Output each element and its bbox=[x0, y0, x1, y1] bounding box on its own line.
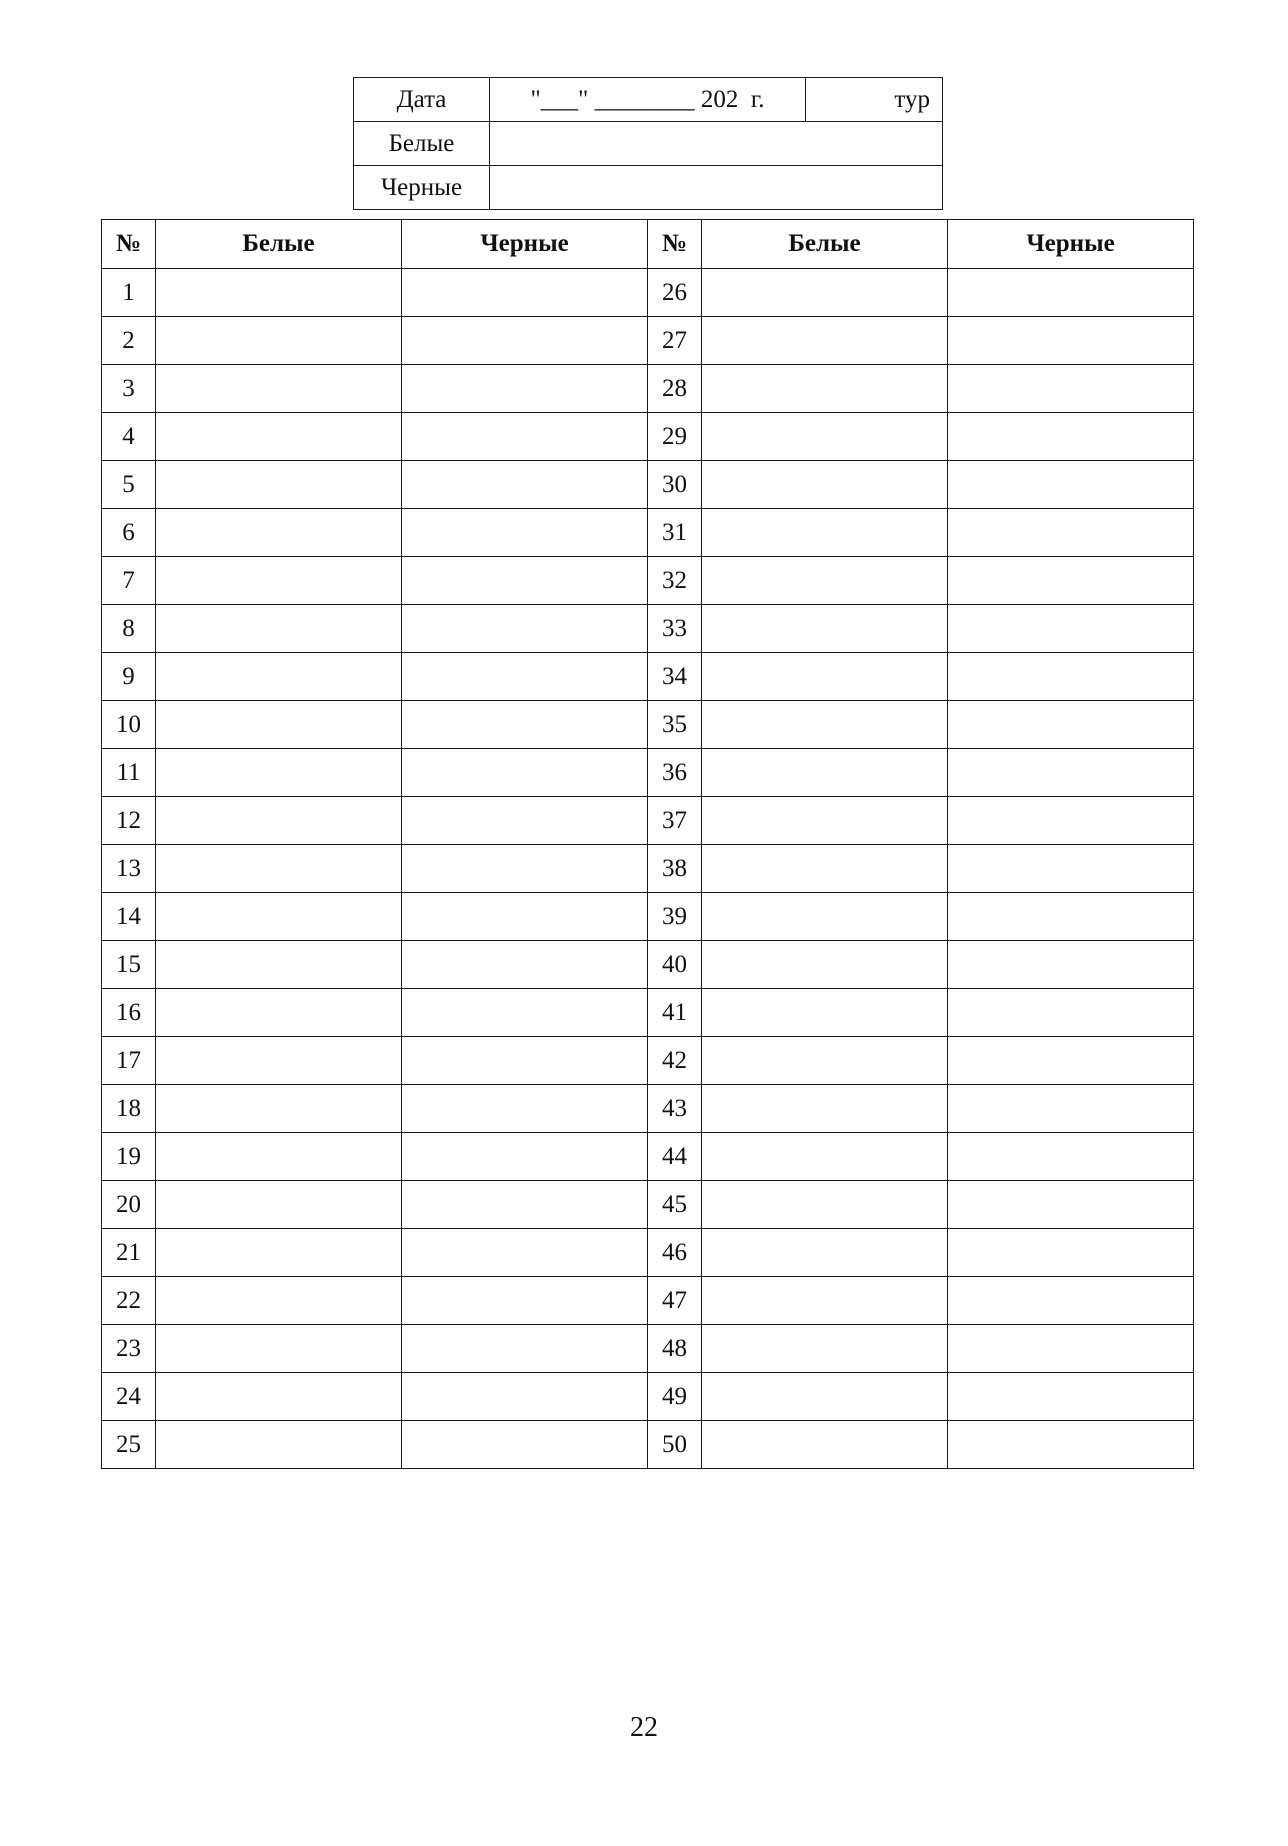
black-move-cell-left[interactable] bbox=[402, 1229, 648, 1277]
black-move-cell-left[interactable] bbox=[402, 989, 648, 1037]
white-move-cell-right[interactable] bbox=[702, 365, 948, 413]
move-number-left: 11 bbox=[102, 749, 156, 797]
move-number-left: 17 bbox=[102, 1037, 156, 1085]
black-move-cell-right[interactable] bbox=[948, 365, 1194, 413]
black-move-cell-right[interactable] bbox=[948, 1133, 1194, 1181]
move-number-left: 10 bbox=[102, 701, 156, 749]
black-move-cell-right[interactable] bbox=[948, 1325, 1194, 1373]
move-row bbox=[102, 893, 1194, 941]
white-move-cell-left[interactable] bbox=[156, 1277, 402, 1325]
white-move-cell-right[interactable] bbox=[702, 461, 948, 509]
round-field[interactable]: тур bbox=[806, 78, 943, 122]
black-move-cell-left[interactable] bbox=[402, 653, 648, 701]
white-move-cell-right[interactable] bbox=[702, 605, 948, 653]
move-number-right: 26 bbox=[648, 269, 702, 317]
move-number-left: 3 bbox=[102, 365, 156, 413]
black-move-cell-left[interactable] bbox=[402, 893, 648, 941]
move-row bbox=[102, 989, 1194, 1037]
move-row bbox=[102, 1229, 1194, 1277]
white-move-cell-right[interactable] bbox=[702, 1133, 948, 1181]
black-move-cell-right[interactable] bbox=[948, 701, 1194, 749]
black-move-cell-left[interactable] bbox=[402, 1181, 648, 1229]
white-move-cell-right[interactable] bbox=[702, 1277, 948, 1325]
move-number-right: 45 bbox=[648, 1181, 702, 1229]
black-move-cell-left[interactable] bbox=[402, 845, 648, 893]
white-move-cell-right[interactable] bbox=[702, 317, 948, 365]
white-move-cell-right[interactable] bbox=[702, 1421, 948, 1469]
black-move-cell-left[interactable] bbox=[402, 749, 648, 797]
white-move-cell-right[interactable] bbox=[702, 893, 948, 941]
move-row bbox=[102, 1421, 1194, 1469]
move-row bbox=[102, 1181, 1194, 1229]
black-player-label: Черные bbox=[354, 166, 490, 210]
black-move-cell-left[interactable] bbox=[402, 605, 648, 653]
column-header-black-left: Черные bbox=[402, 220, 648, 269]
white-move-cell-left[interactable] bbox=[156, 1133, 402, 1181]
moves-table bbox=[101, 219, 1194, 1469]
white-move-cell-left[interactable] bbox=[156, 941, 402, 989]
move-number-right: 47 bbox=[648, 1277, 702, 1325]
black-move-cell-left[interactable] bbox=[402, 557, 648, 605]
move-number-right: 42 bbox=[648, 1037, 702, 1085]
move-number-right: 46 bbox=[648, 1229, 702, 1277]
move-number-left: 2 bbox=[102, 317, 156, 365]
game-info-table bbox=[353, 77, 943, 210]
black-move-cell-left[interactable] bbox=[402, 317, 648, 365]
white-move-cell-left[interactable] bbox=[156, 1373, 402, 1421]
move-number-right: 44 bbox=[648, 1133, 702, 1181]
white-move-cell-right[interactable] bbox=[702, 941, 948, 989]
move-number-right: 49 bbox=[648, 1373, 702, 1421]
white-move-cell-left[interactable] bbox=[156, 1181, 402, 1229]
black-move-cell-left[interactable] bbox=[402, 1277, 648, 1325]
move-number-right: 34 bbox=[648, 653, 702, 701]
moves-table-header bbox=[102, 220, 1194, 269]
move-number-right: 29 bbox=[648, 413, 702, 461]
move-row bbox=[102, 269, 1194, 317]
black-move-cell-right[interactable] bbox=[948, 317, 1194, 365]
column-header-number-right: № bbox=[648, 220, 702, 269]
column-header-white-left: Белые bbox=[156, 220, 402, 269]
white-move-cell-right[interactable] bbox=[702, 1085, 948, 1133]
black-move-cell-right[interactable] bbox=[948, 1277, 1194, 1325]
white-move-cell-left[interactable] bbox=[156, 797, 402, 845]
move-row bbox=[102, 413, 1194, 461]
white-move-cell-right[interactable] bbox=[702, 797, 948, 845]
white-move-cell-left[interactable] bbox=[156, 1085, 402, 1133]
move-row bbox=[102, 941, 1194, 989]
black-move-cell-left[interactable] bbox=[402, 941, 648, 989]
black-move-cell-left[interactable] bbox=[402, 413, 648, 461]
white-move-cell-right[interactable] bbox=[702, 557, 948, 605]
move-number-left: 9 bbox=[102, 653, 156, 701]
white-move-cell-right[interactable] bbox=[702, 845, 948, 893]
move-number-left: 7 bbox=[102, 557, 156, 605]
move-number-left: 4 bbox=[102, 413, 156, 461]
move-row bbox=[102, 797, 1194, 845]
date-row bbox=[354, 78, 943, 122]
white-move-cell-left[interactable] bbox=[156, 605, 402, 653]
black-move-cell-right[interactable] bbox=[948, 1421, 1194, 1469]
black-move-cell-left[interactable] bbox=[402, 269, 648, 317]
white-move-cell-left[interactable] bbox=[156, 1421, 402, 1469]
move-number-left: 8 bbox=[102, 605, 156, 653]
move-number-right: 38 bbox=[648, 845, 702, 893]
white-move-cell-left[interactable] bbox=[156, 1229, 402, 1277]
white-player-row bbox=[354, 122, 943, 166]
date-field[interactable]: "___" ________ 202 г. bbox=[490, 78, 806, 122]
move-number-left: 19 bbox=[102, 1133, 156, 1181]
black-move-cell-left[interactable] bbox=[402, 1037, 648, 1085]
move-row bbox=[102, 701, 1194, 749]
white-move-cell-right[interactable] bbox=[702, 1325, 948, 1373]
black-move-cell-left[interactable] bbox=[402, 1373, 648, 1421]
move-number-right: 32 bbox=[648, 557, 702, 605]
white-move-cell-left[interactable] bbox=[156, 989, 402, 1037]
move-row bbox=[102, 557, 1194, 605]
white-move-cell-right[interactable] bbox=[702, 1229, 948, 1277]
move-row bbox=[102, 461, 1194, 509]
move-row bbox=[102, 1037, 1194, 1085]
white-move-cell-left[interactable] bbox=[156, 461, 402, 509]
move-number-left: 18 bbox=[102, 1085, 156, 1133]
black-move-cell-right[interactable] bbox=[948, 413, 1194, 461]
white-move-cell-right[interactable] bbox=[702, 509, 948, 557]
white-move-cell-left[interactable] bbox=[156, 269, 402, 317]
white-move-cell-right[interactable] bbox=[702, 1037, 948, 1085]
move-number-left: 14 bbox=[102, 893, 156, 941]
white-move-cell-right[interactable] bbox=[702, 269, 948, 317]
black-move-cell-right[interactable] bbox=[948, 845, 1194, 893]
black-move-cell-left[interactable] bbox=[402, 365, 648, 413]
white-move-cell-left[interactable] bbox=[156, 845, 402, 893]
column-header-number-left: № bbox=[102, 220, 156, 269]
black-move-cell-right[interactable] bbox=[948, 605, 1194, 653]
white-move-cell-left[interactable] bbox=[156, 701, 402, 749]
move-number-left: 13 bbox=[102, 845, 156, 893]
black-move-cell-right[interactable] bbox=[948, 1373, 1194, 1421]
move-number-right: 39 bbox=[648, 893, 702, 941]
move-number-left: 23 bbox=[102, 1325, 156, 1373]
white-move-cell-right[interactable] bbox=[702, 653, 948, 701]
move-number-left: 6 bbox=[102, 509, 156, 557]
black-move-cell-right[interactable] bbox=[948, 1085, 1194, 1133]
move-number-right: 31 bbox=[648, 509, 702, 557]
move-row bbox=[102, 1373, 1194, 1421]
move-number-left: 12 bbox=[102, 797, 156, 845]
white-move-cell-left[interactable] bbox=[156, 1037, 402, 1085]
black-move-cell-right[interactable] bbox=[948, 509, 1194, 557]
black-move-cell-right[interactable] bbox=[948, 941, 1194, 989]
black-move-cell-left[interactable] bbox=[402, 1133, 648, 1181]
white-move-cell-left[interactable] bbox=[156, 893, 402, 941]
white-move-cell-left[interactable] bbox=[156, 1325, 402, 1373]
white-move-cell-right[interactable] bbox=[702, 1373, 948, 1421]
black-move-cell-right[interactable] bbox=[948, 749, 1194, 797]
black-move-cell-left[interactable] bbox=[402, 461, 648, 509]
black-move-cell-right[interactable] bbox=[948, 1181, 1194, 1229]
black-move-cell-left[interactable] bbox=[402, 1421, 648, 1469]
move-number-left: 24 bbox=[102, 1373, 156, 1421]
black-move-cell-right[interactable] bbox=[948, 269, 1194, 317]
black-move-cell-left[interactable] bbox=[402, 509, 648, 557]
move-row bbox=[102, 317, 1194, 365]
white-move-cell-right[interactable] bbox=[702, 701, 948, 749]
page-number: 22 bbox=[630, 1712, 658, 1743]
move-number-left: 25 bbox=[102, 1421, 156, 1469]
move-number-right: 37 bbox=[648, 797, 702, 845]
white-move-cell-left[interactable] bbox=[156, 365, 402, 413]
black-move-cell-right[interactable] bbox=[948, 557, 1194, 605]
move-row bbox=[102, 749, 1194, 797]
move-number-right: 28 bbox=[648, 365, 702, 413]
move-number-right: 36 bbox=[648, 749, 702, 797]
move-number-left: 15 bbox=[102, 941, 156, 989]
move-number-right: 43 bbox=[648, 1085, 702, 1133]
move-number-right: 40 bbox=[648, 941, 702, 989]
column-header-white-right: Белые bbox=[702, 220, 948, 269]
date-label: Дата bbox=[354, 78, 490, 122]
move-row bbox=[102, 1133, 1194, 1181]
white-player-label: Белые bbox=[354, 122, 490, 166]
white-move-cell-left[interactable] bbox=[156, 749, 402, 797]
move-number-right: 30 bbox=[648, 461, 702, 509]
move-number-left: 16 bbox=[102, 989, 156, 1037]
white-player-field[interactable] bbox=[490, 122, 943, 166]
move-number-left: 1 bbox=[102, 269, 156, 317]
move-number-left: 20 bbox=[102, 1181, 156, 1229]
move-row bbox=[102, 653, 1194, 701]
move-number-right: 50 bbox=[648, 1421, 702, 1469]
move-number-left: 21 bbox=[102, 1229, 156, 1277]
black-move-cell-left[interactable] bbox=[402, 797, 648, 845]
move-row bbox=[102, 605, 1194, 653]
white-move-cell-right[interactable] bbox=[702, 413, 948, 461]
black-move-cell-left[interactable] bbox=[402, 701, 648, 749]
white-move-cell-right[interactable] bbox=[702, 1181, 948, 1229]
black-move-cell-right[interactable] bbox=[948, 1229, 1194, 1277]
black-player-row bbox=[354, 166, 943, 210]
move-number-left: 5 bbox=[102, 461, 156, 509]
black-move-cell-right[interactable] bbox=[948, 461, 1194, 509]
black-move-cell-right[interactable] bbox=[948, 893, 1194, 941]
move-row bbox=[102, 1085, 1194, 1133]
black-move-cell-right[interactable] bbox=[948, 797, 1194, 845]
white-move-cell-right[interactable] bbox=[702, 749, 948, 797]
moves-table-body bbox=[102, 269, 1194, 1469]
black-move-cell-left[interactable] bbox=[402, 1325, 648, 1373]
white-move-cell-left[interactable] bbox=[156, 413, 402, 461]
black-move-cell-right[interactable] bbox=[948, 1037, 1194, 1085]
move-number-right: 35 bbox=[648, 701, 702, 749]
move-number-right: 41 bbox=[648, 989, 702, 1037]
white-move-cell-left[interactable] bbox=[156, 557, 402, 605]
move-row bbox=[102, 365, 1194, 413]
move-number-right: 48 bbox=[648, 1325, 702, 1373]
move-row bbox=[102, 509, 1194, 557]
move-number-left: 22 bbox=[102, 1277, 156, 1325]
black-move-cell-right[interactable] bbox=[948, 989, 1194, 1037]
move-number-right: 27 bbox=[648, 317, 702, 365]
white-move-cell-right[interactable] bbox=[702, 989, 948, 1037]
white-move-cell-left[interactable] bbox=[156, 317, 402, 365]
column-header-black-right: Черные bbox=[948, 220, 1194, 269]
move-number-right: 33 bbox=[648, 605, 702, 653]
black-move-cell-right[interactable] bbox=[948, 653, 1194, 701]
white-move-cell-left[interactable] bbox=[156, 509, 402, 557]
move-row bbox=[102, 1277, 1194, 1325]
black-move-cell-left[interactable] bbox=[402, 1085, 648, 1133]
white-move-cell-left[interactable] bbox=[156, 653, 402, 701]
move-row bbox=[102, 1325, 1194, 1373]
black-player-field[interactable] bbox=[490, 166, 943, 210]
move-row bbox=[102, 845, 1194, 893]
